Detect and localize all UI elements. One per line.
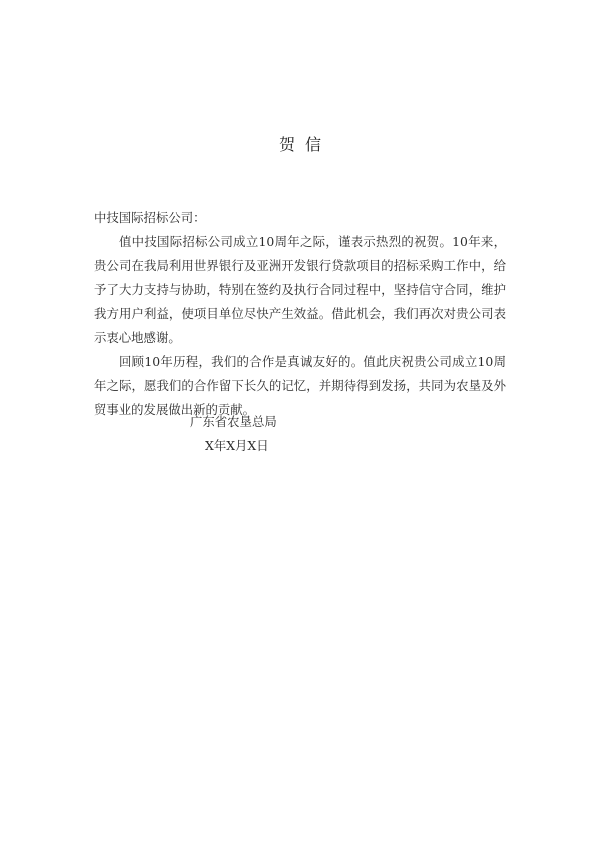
paragraph-review: 回顾10年历程，我们的合作是真诚友好的。值此庆祝贵公司成立10周年之际，愿我们的合作留下长久的记忆，并期待得到发扬，共同为农垦及外贸事业的发展做出新的贡献。 (94, 354, 506, 417)
signature-organization: 广东省农垦总局 (190, 414, 277, 429)
salutation: 中技国际招标公司： (94, 210, 206, 225)
signature-date: X年X月X日 (205, 438, 269, 453)
signature-block (190, 410, 277, 458)
letter-body (94, 206, 506, 422)
paragraph-congratulations: 值中技国际招标公司成立10周年之际，谨表示热烈的祝贺。10年来，贵公司在我局利用世界银行及亚洲开发银行贷款项目的招标采购工作中，给予了大力支持与协助，特别在签约及执行合同过程中，坚持信守合同，维护我方用户利益，使项目单位尽快产生效益。借此机会，我们再次对贵公司表示衷心地感谢。 (94, 234, 506, 345)
letter-title: 贺信 (278, 135, 331, 154)
